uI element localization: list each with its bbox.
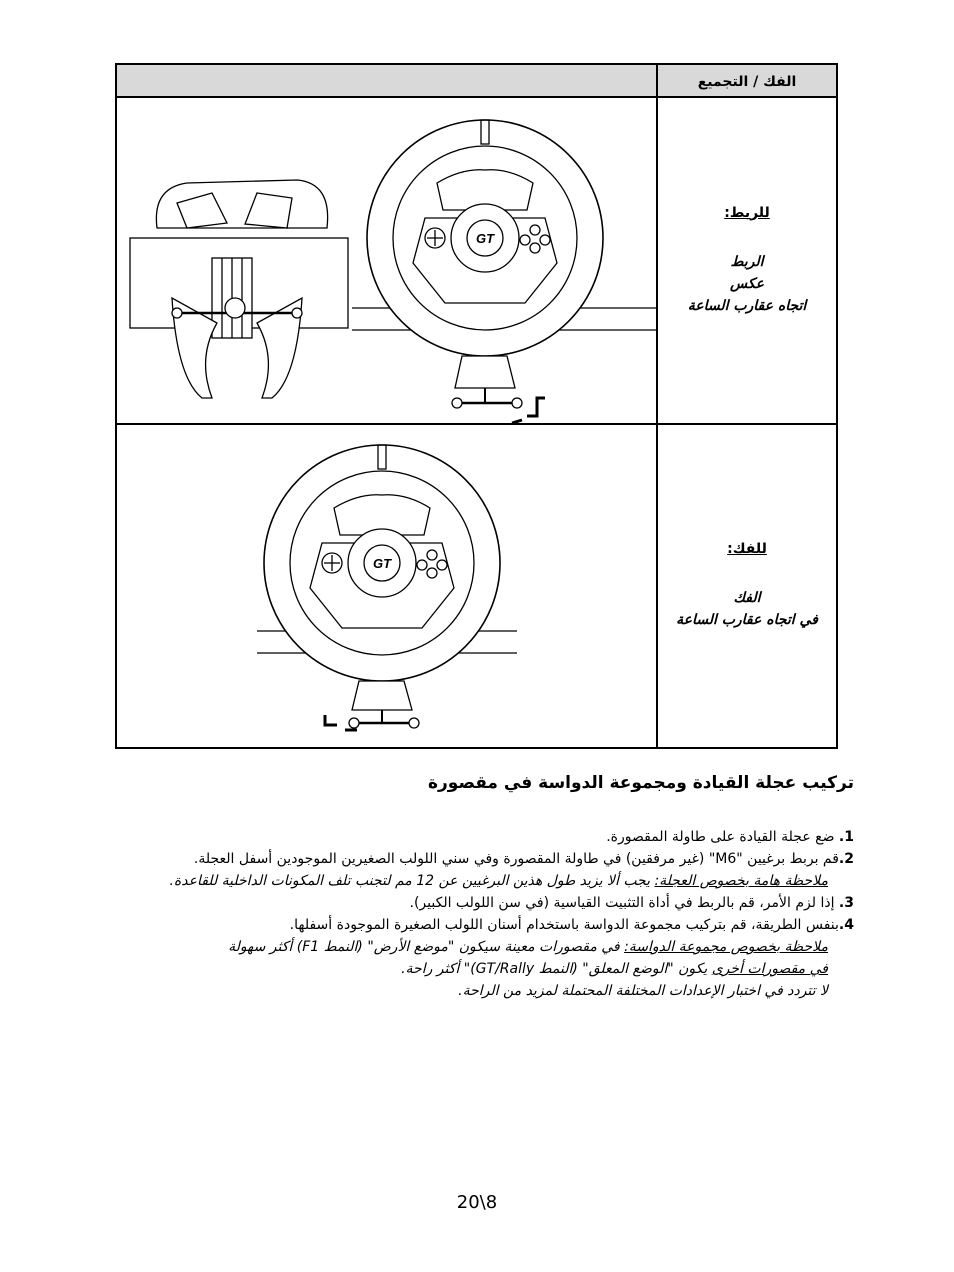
detach-line-1: الفك [733,590,761,606]
header-blank-cell [116,64,657,97]
instructions-list [100,826,854,1002]
svg-text:GT: GT [372,556,392,571]
assembly-header-label: الفك / التجميع [697,74,797,90]
wheel-attach-illustration [117,98,656,423]
step-2: 2.قم بربط برغيين "M6" (غير مرفقين) في طاولة المقصورة وفي سني اللولب الصغيرين الموجودين أسفل العجلة. [193,851,854,867]
attach-line-1: الربط [730,253,764,270]
section-title: تركيب عجلة القيادة ومجموعة الدواسة في مقصورة [427,773,854,793]
attach-label-cell [657,97,837,424]
attach-illustration-cell [116,97,657,424]
pedal-note-line-2: في مقصورات أخرى يكون "الوضع المعلق" (النمط GT/Rally)" أكثر راحة. [401,961,828,977]
page-number: 20\8 [456,1192,498,1213]
step-3: 3. إذا لزم الأمر، قم بالربط في أداة التثبيت القياسية (في سن اللولب الكبير). [409,895,854,911]
detach-label-cell [657,424,837,748]
detach-line-2: في اتجاه عقارب الساعة [676,612,818,628]
header-label-cell [657,64,837,97]
pedal-note [100,936,854,1002]
step-4: 4.بنفس الطريقة، قم بتركيب مجموعة الدواسة باستخدام أسنان اللولب الصغيرة الموجودة أسفلها. [289,917,854,933]
assembly-table [115,63,838,749]
wheel-note-label: ملاحظة هامة بخصوص العجلة: [654,873,828,889]
step-1: 1. ضع عجلة القيادة على طاولة المقصورة. [606,829,854,845]
svg-text:GT: GT [475,231,495,246]
wheel-note-text: يجب ألا يزيد طول هذين البرغيين عن 12 مم لتجنب تلف المكونات الداخلية للقاعدة. [169,873,655,889]
attach-title: للربط: [724,204,770,221]
detach-title: للفك: [727,541,767,557]
pedal-note-line-1: ملاحظة بخصوص مجموعة الدواسة: في مقصورات معينة سيكون "موضع الأرض" (النمط F1) أكثر سهولة [228,939,828,955]
wheel-note [100,870,854,892]
pedal-note-line-3: لا تتردد في اختبار الإعدادات المختلفة المحتملة لمزيد من الراحة. [458,983,828,999]
wheel-detach-illustration [117,425,656,747]
detach-illustration-cell [116,424,657,748]
attach-line-3: اتجاه عقارب الساعة [687,297,807,314]
attach-line-2: عكس [730,275,764,292]
